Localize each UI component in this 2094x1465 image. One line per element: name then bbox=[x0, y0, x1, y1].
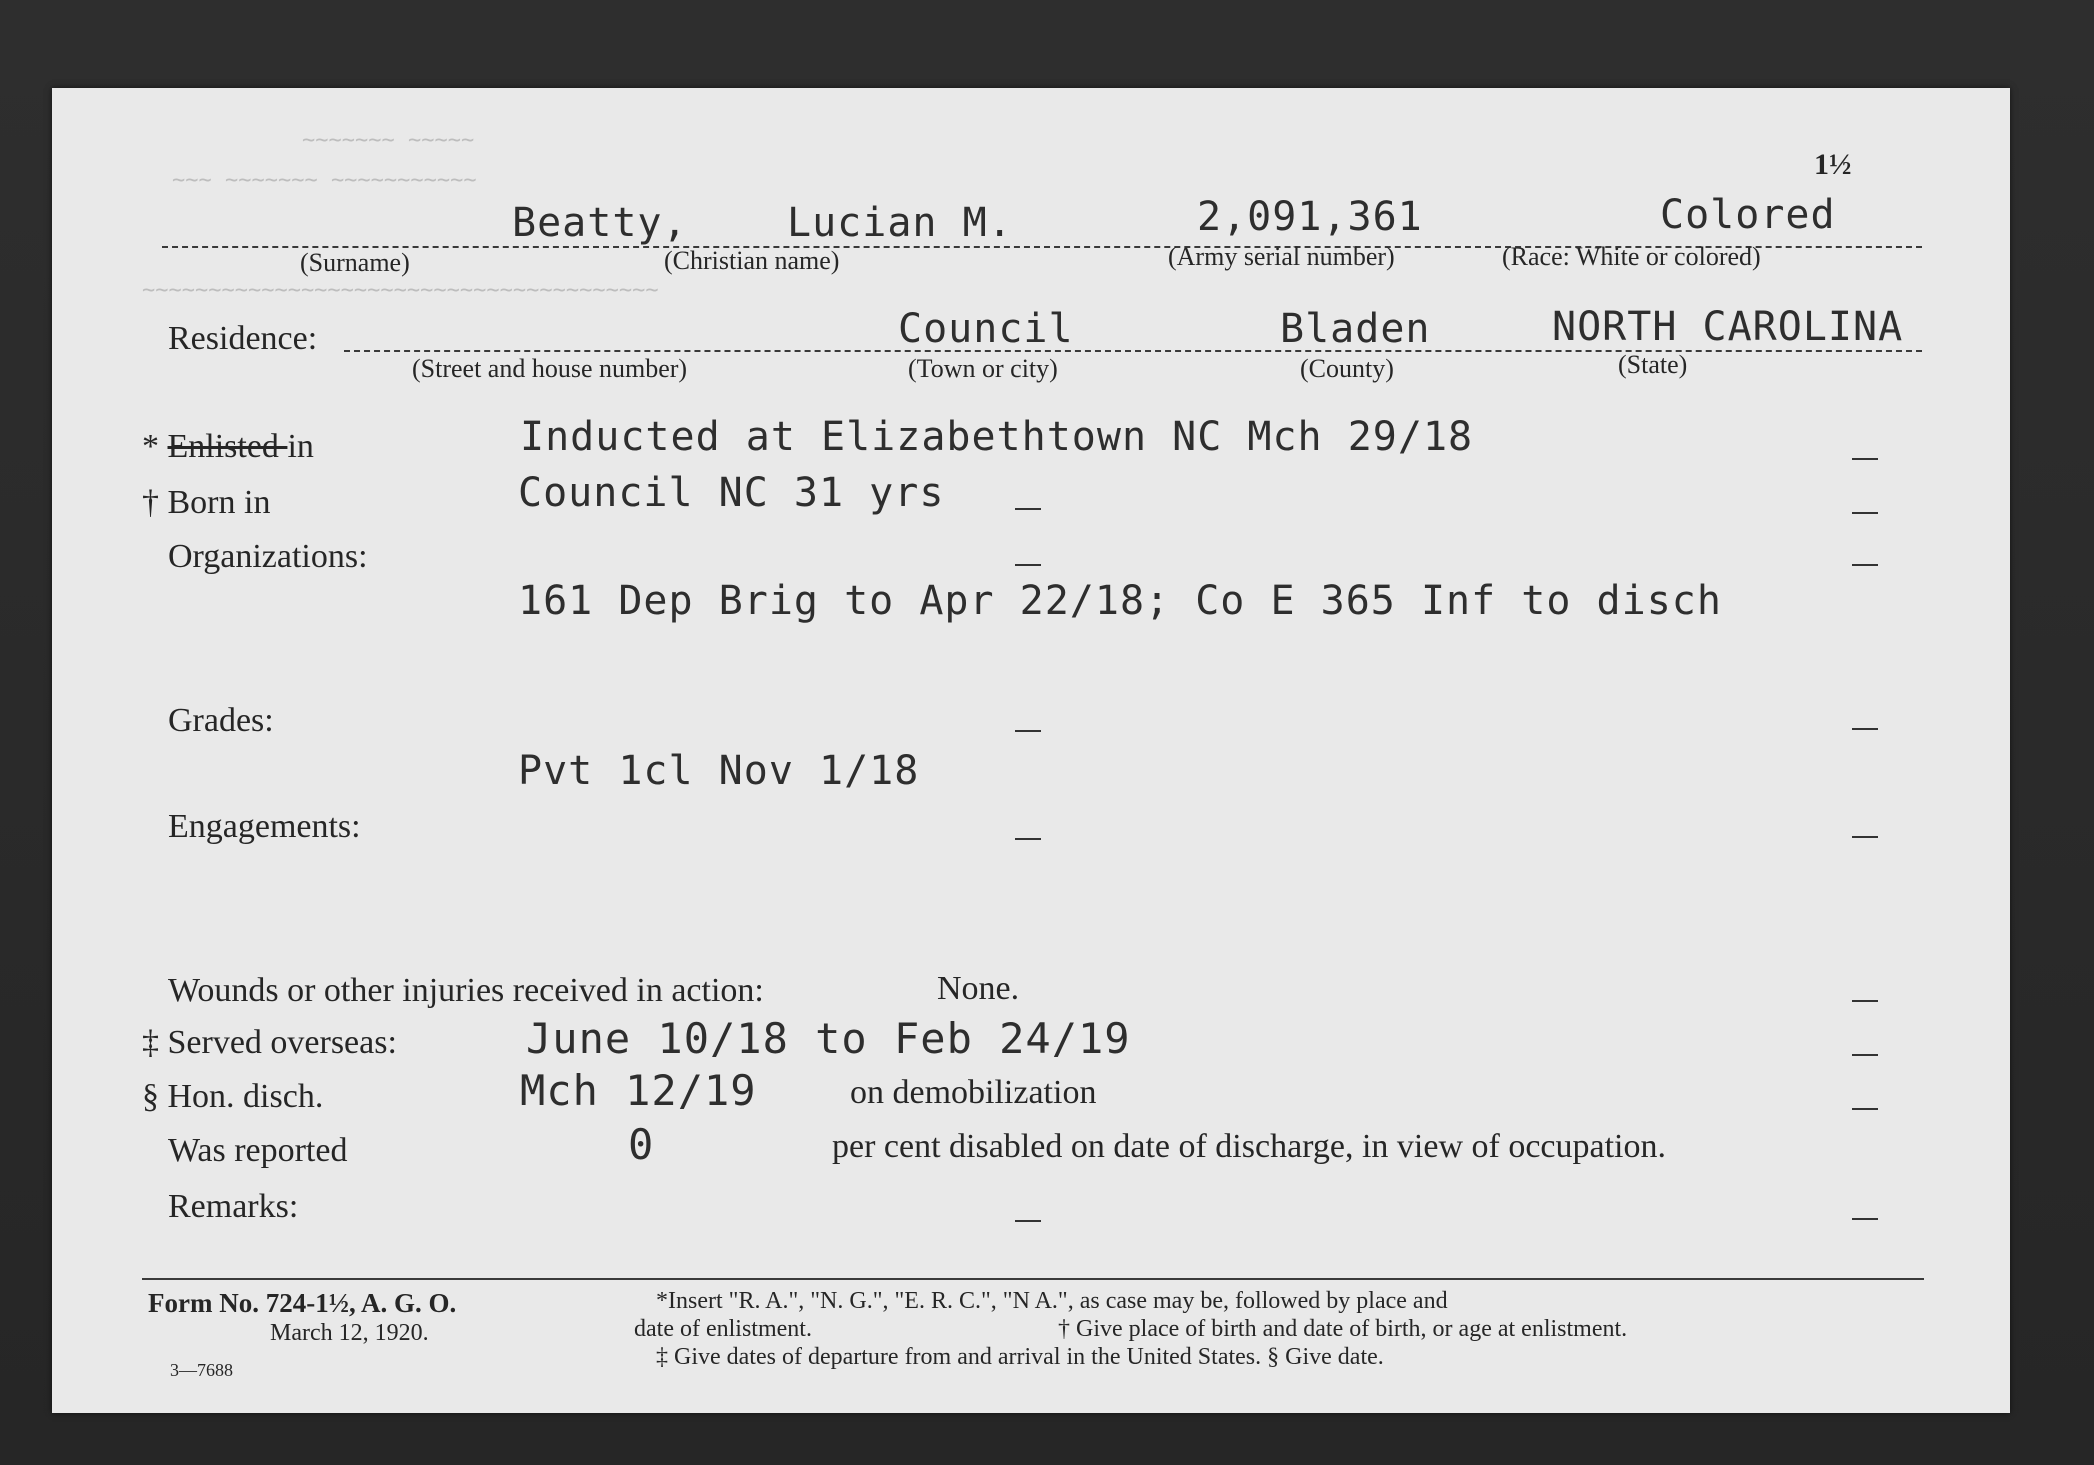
enlisted-value: Inducted at Elizabethtown NC Mch 29/18 bbox=[520, 414, 1474, 460]
overseas-text: Served overseas: bbox=[167, 1024, 397, 1061]
serial-number-caption: (Army serial number) bbox=[1168, 242, 1395, 271]
card-fraction: 1½ bbox=[1814, 148, 1852, 181]
serial-number-value: 2,091,361 bbox=[1197, 194, 1423, 240]
row-dash bbox=[1852, 1000, 1878, 1002]
row-dash bbox=[1852, 512, 1878, 514]
form-date: March 12, 1920. bbox=[270, 1320, 429, 1346]
town-caption: (Town or city) bbox=[908, 354, 1058, 383]
grades-value: Pvt 1cl Nov 1/18 bbox=[518, 748, 920, 794]
reported-value: 0 bbox=[628, 1120, 655, 1169]
reported-text: per cent disabled on date of discharge, in view of occupation. bbox=[832, 1128, 1666, 1165]
bleed-through-text: ~~~ ~~~~~~~ ~~~~~~~~~~~ bbox=[172, 168, 477, 193]
discharge-mark: § bbox=[142, 1078, 159, 1115]
christian-name-value: Lucian M. bbox=[787, 200, 1013, 246]
overseas-label bbox=[142, 1024, 397, 1062]
row-dash bbox=[1852, 1108, 1878, 1110]
christian-name-caption: (Christian name) bbox=[664, 246, 840, 275]
row-dash bbox=[1015, 564, 1041, 566]
born-text: Born in bbox=[167, 484, 271, 521]
row-dash bbox=[1852, 836, 1878, 838]
footer-rule bbox=[142, 1278, 1924, 1280]
row-dash bbox=[1852, 1218, 1878, 1220]
enlisted-mark: * bbox=[142, 428, 159, 465]
town-value: Council bbox=[898, 306, 1074, 352]
grades-label: Grades: bbox=[168, 702, 274, 739]
print-code: 3—7688 bbox=[170, 1360, 233, 1380]
overseas-mark: ‡ bbox=[142, 1024, 159, 1061]
form-number: Form No. 724-1½, A. G. O. bbox=[148, 1288, 457, 1318]
county-caption: (County) bbox=[1300, 354, 1394, 383]
discharge-label bbox=[142, 1078, 323, 1116]
race-value: Colored bbox=[1660, 192, 1836, 238]
reported-label: Was reported bbox=[168, 1132, 348, 1169]
bleed-through-text: ~~~~~~~ ~~~~~ bbox=[302, 128, 475, 153]
footnote-birth: † Give place of birth and date of birth, or age at enlistment. bbox=[1058, 1316, 1628, 1342]
wounds-value: None. bbox=[937, 970, 1020, 1007]
born-label bbox=[142, 484, 270, 522]
discharge-value: Mch 12/19 bbox=[520, 1066, 757, 1115]
street-caption: (Street and house number) bbox=[412, 354, 688, 383]
row-dash bbox=[1852, 1054, 1878, 1056]
row-dash bbox=[1015, 1220, 1041, 1222]
state-value: NORTH CAROLINA bbox=[1552, 304, 1904, 350]
born-value: Council NC 31 yrs bbox=[518, 470, 945, 516]
enlisted-in: in bbox=[287, 428, 314, 465]
footnote-dates: ‡ Give dates of departure from and arrival in the United States. § Give date. bbox=[656, 1344, 1384, 1370]
organizations-value: 161 Dep Brig to Apr 22/18; Co E 365 Inf to disch bbox=[518, 578, 1722, 624]
row-dash bbox=[1015, 508, 1041, 510]
row-dash bbox=[1852, 728, 1878, 730]
remarks-label: Remarks: bbox=[168, 1188, 299, 1225]
footnote-enlistment: date of enlistment. bbox=[634, 1316, 812, 1342]
born-mark: † bbox=[142, 484, 159, 521]
state-caption: (State) bbox=[1618, 350, 1688, 379]
service-record-card bbox=[52, 88, 2010, 1413]
wounds-label: Wounds or other injuries received in action: bbox=[168, 972, 764, 1009]
bleed-through-text: ~~~~~~~~~~~~~~~~~~~~~~~~~~~~~~~~~~~~~~~ bbox=[142, 278, 659, 303]
engagements-label: Engagements: bbox=[168, 808, 361, 845]
surname-value: Beatty, bbox=[512, 200, 688, 246]
surname-caption: (Surname) bbox=[300, 248, 410, 277]
enlisted-struck-word: Enlisted bbox=[167, 428, 288, 465]
row-dash bbox=[1015, 730, 1041, 732]
footnote-insert: *Insert "R. A.", "N. G.", "E. R. C.", "N A.", as case may be, followed by place and bbox=[656, 1288, 1448, 1314]
row-dash bbox=[1015, 838, 1041, 840]
organizations-label: Organizations: bbox=[168, 538, 368, 575]
row-dash bbox=[1852, 458, 1878, 460]
residence-label: Residence: bbox=[168, 320, 318, 357]
county-value: Bladen bbox=[1280, 306, 1431, 352]
overseas-value: June 10/18 to Feb 24/19 bbox=[526, 1014, 1131, 1063]
discharge-note: on demobilization bbox=[850, 1074, 1097, 1111]
row-dash bbox=[1852, 564, 1878, 566]
race-caption: (Race: White or colored) bbox=[1502, 242, 1761, 271]
enlisted-label bbox=[142, 428, 314, 466]
discharge-text: Hon. disch. bbox=[167, 1078, 324, 1115]
